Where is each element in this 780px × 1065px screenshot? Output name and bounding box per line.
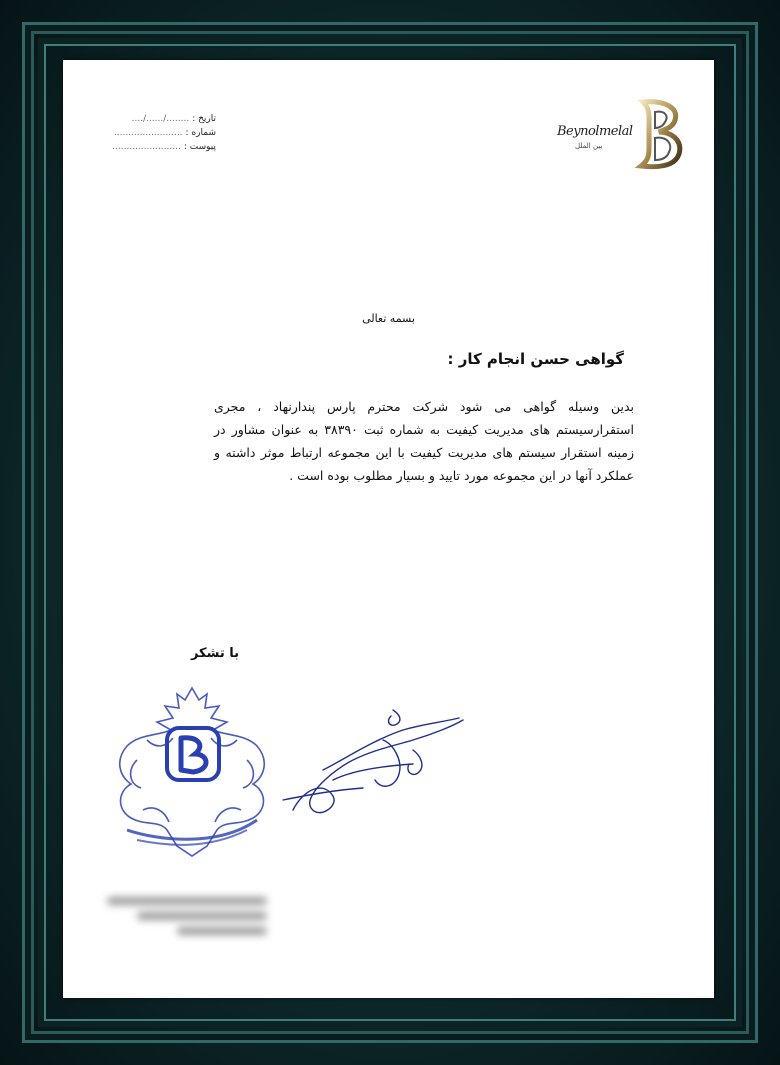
meta-attachment-dots: ........................ bbox=[112, 142, 181, 152]
meta-number-row bbox=[106, 126, 216, 140]
redacted-line bbox=[177, 927, 267, 935]
meta-attachment-row bbox=[106, 140, 216, 154]
logo-wordmark: Beynolmelal bbox=[557, 124, 633, 139]
redacted-line bbox=[107, 897, 267, 905]
closing-text: با تشکر bbox=[190, 646, 239, 661]
handwritten-signature bbox=[263, 700, 473, 830]
meta-number-label: شماره : bbox=[185, 128, 216, 138]
meta-date-row bbox=[106, 112, 216, 126]
letter-meta bbox=[106, 112, 216, 154]
logo-subtext: بین الملل bbox=[575, 142, 603, 150]
letter-paper bbox=[63, 60, 714, 998]
company-logo bbox=[557, 98, 687, 170]
letter-body: بدین وسیله گواهی می شود شرکت محترم پارس پندارنهاد ، مجری استقرارسیستم های مدیریت کیفیت به شماره ثبت ۳۸۳۹۰ به عنوان مشاور در زمینه استقرار سیستم های مدیریت کیفیت با این مجموعه ارتباط موثر داشته و عملکرد آنها در این مجموعه مورد تایید و بسیار مطلوب بوده است . bbox=[214, 399, 634, 483]
company-seal-stamp bbox=[107, 680, 277, 860]
logo-b-mark-icon bbox=[635, 98, 685, 170]
redacted-footer bbox=[97, 890, 267, 950]
redacted-line bbox=[137, 912, 267, 920]
meta-attachment-label: پیوست : bbox=[183, 142, 216, 152]
meta-number-dots: ........................ bbox=[113, 128, 183, 138]
meta-date-dots: ..../....../........ bbox=[131, 114, 190, 124]
salutation: بسمه تعالی bbox=[362, 312, 415, 325]
letter-title: گواهی حسن انجام کار : bbox=[447, 350, 624, 368]
meta-date-label: تاریخ : bbox=[192, 114, 216, 124]
